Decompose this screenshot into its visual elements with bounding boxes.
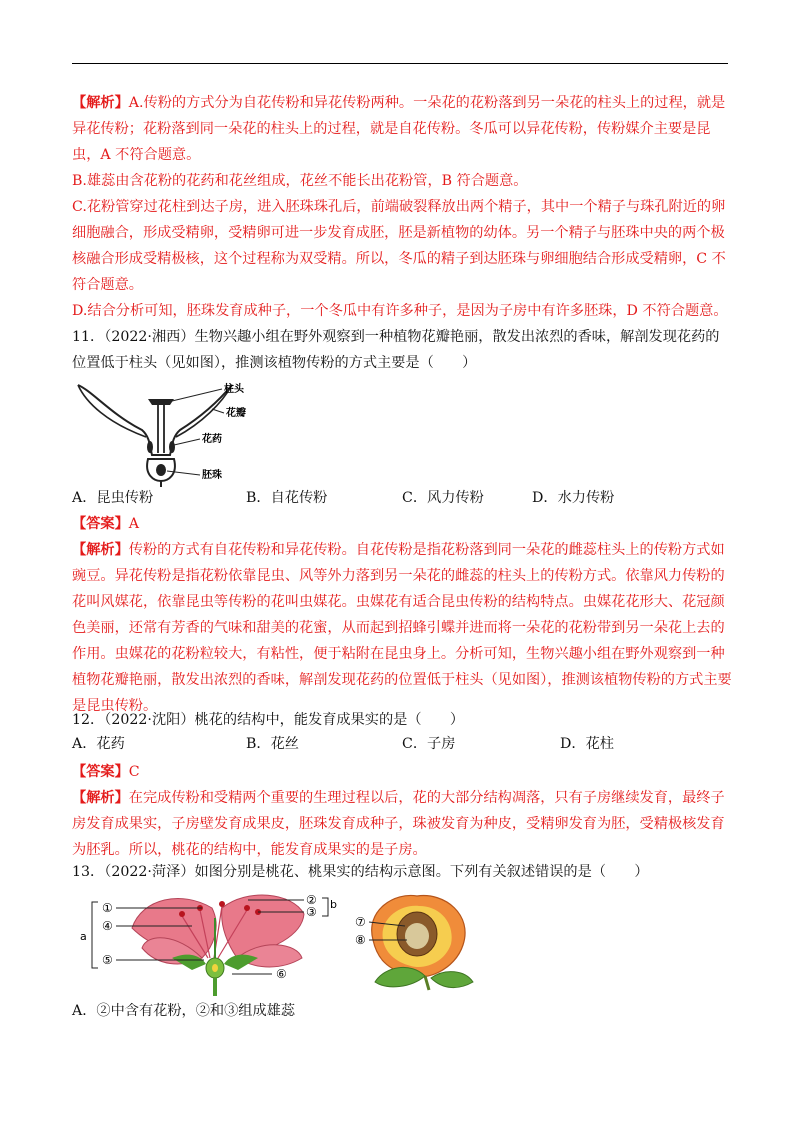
analysis-q10-p2: B.雄蕊由含花粉的花药和花丝组成，花丝不能长出花粉管，B 符合题意。 <box>72 173 528 189</box>
q11-option-a[interactable]: A．昆虫传粉 <box>72 490 154 506</box>
label-a: a <box>80 930 87 943</box>
label-stigma: 柱头 <box>224 384 244 395</box>
label-5: ⑤ <box>102 953 113 967</box>
q11-option-b[interactable]: B．自花传粉 <box>246 490 328 506</box>
q12-analysis: 【解析】在完成传粉和受精两个重要的生理过程以后，花的大部分结构凋落，只有子房继续发育，最终子房发育成果实，子房壁发育成果皮，胚珠发育成种子，珠被发育为种皮，受精卵发育为胚，受精极核发育为胚乳。所以，桃花的结构中，能发育成果实的是子房。 <box>72 790 725 858</box>
q12-option-d[interactable]: D．花柱 <box>560 736 614 752</box>
peach-flower-figure <box>72 888 352 996</box>
analysis-q10-p3: C.花粉管穿过花柱到达子房，进入胚珠珠孔后，前端破裂释放出两个精子，其中一个精子与珠孔附近的卵细胞融合，形成受精卵，受精卵可进一步发育成胚，胚是新植物的幼体。另一个精子与胚珠中央的两个极核融合形成受精极核，这个过程称为双受精。所以，冬瓜的精子到达胚珠与卵细胞结合形成受精卵，C 不符合题意。 <box>72 199 726 293</box>
analysis-q10-p4: D.结合分析可知，胚珠发育成种子，一个冬瓜中有许多种子，是因为子房中有许多胚珠，D 不符合题意。 <box>72 303 728 319</box>
q12-option-b[interactable]: B．花丝 <box>246 736 299 752</box>
q11-option-c[interactable]: C．风力传粉 <box>402 490 484 506</box>
label-7: ⑦ <box>355 915 366 929</box>
q13-option-a[interactable]: A．②中含有花粉，②和③组成雄蕊 <box>72 1003 296 1019</box>
question-13-stem: 13．（2022·菏泽）如图分别是桃花、桃果实的结构示意图。下列有关叙述错误的是（ ） <box>72 864 649 880</box>
q11-option-d[interactable]: D．水力传粉 <box>532 490 615 506</box>
q11-analysis: 【解析】传粉的方式有自花传粉和异花传粉。自花传粉是指花粉落到同一朵花的雌蕊柱头上的传粉方式如豌豆。异花传粉是指花粉依靠昆虫、风等外力落到另一朵花的雌蕊的柱头上的传粉方式。依靠风力传粉的花叫风媒花，依靠昆虫等传粉的花叫虫媒花。虫媒花有适合昆虫传粉的结构特点。虫媒花花形大、花冠颜色美丽，还常有芳香的气味和甜美的花蜜，从而起到招蜂引蝶并进而将一朵花的花粉带到另一朵花上去的作用。虫媒花的花粉粒较大，有粘性，便于粘附在昆虫身上。分析可知，生物兴趣小组在野外观察到一种植物花瓣艳丽，散发出浓烈的香味，解剖发现花药的位置低于柱头（见如图），推测该植物传粉的方式主要是昆虫传粉。 <box>72 542 732 714</box>
label-petal: 花瓣 <box>226 408 246 419</box>
question-12-stem: 12．（2022·沈阳）桃花的结构中，能发育成果实的是（ ） <box>72 712 465 728</box>
label-3: ③ <box>306 905 317 919</box>
label-2: ② <box>306 893 317 907</box>
flower-section-figure <box>72 375 272 487</box>
q12-answer: 【答案】C <box>72 764 140 780</box>
question-11-stem: 11．（2022·湘西）生物兴趣小组在野外观察到一种植物花瓣艳丽，散发出浓烈的香味，解剖发现花药的位置低于柱头（见如图），推测该植物传粉的方式主要是（ ） <box>72 329 720 371</box>
label-b: b <box>330 898 337 911</box>
analysis-q10 <box>72 90 732 324</box>
analysis-q10-p1: 【解析】A.传粉的方式分为自花传粉和异花传粉两种。一朵花的花粉落到另一朵花的柱头上的过程，就是异花传粉；花粉落到同一朵花的柱头上的过程，就是自花传粉。冬瓜可以异花传粉，传粉媒介主要是昆虫，A 不符合题意。 <box>72 95 726 163</box>
label-anther: 花药 <box>202 434 222 445</box>
header-rule <box>72 63 728 64</box>
label-6: ⑥ <box>276 967 287 981</box>
label-4: ④ <box>102 919 113 933</box>
q11-answer: 【答案】A <box>72 516 140 532</box>
q12-option-c[interactable]: C．子房 <box>402 736 456 752</box>
label-ovule: 胚珠 <box>202 470 222 481</box>
q12-option-a[interactable]: A．花药 <box>72 736 125 752</box>
label-8: ⑧ <box>355 933 366 947</box>
peach-fruit-figure <box>355 890 480 992</box>
label-1: ① <box>102 901 113 915</box>
